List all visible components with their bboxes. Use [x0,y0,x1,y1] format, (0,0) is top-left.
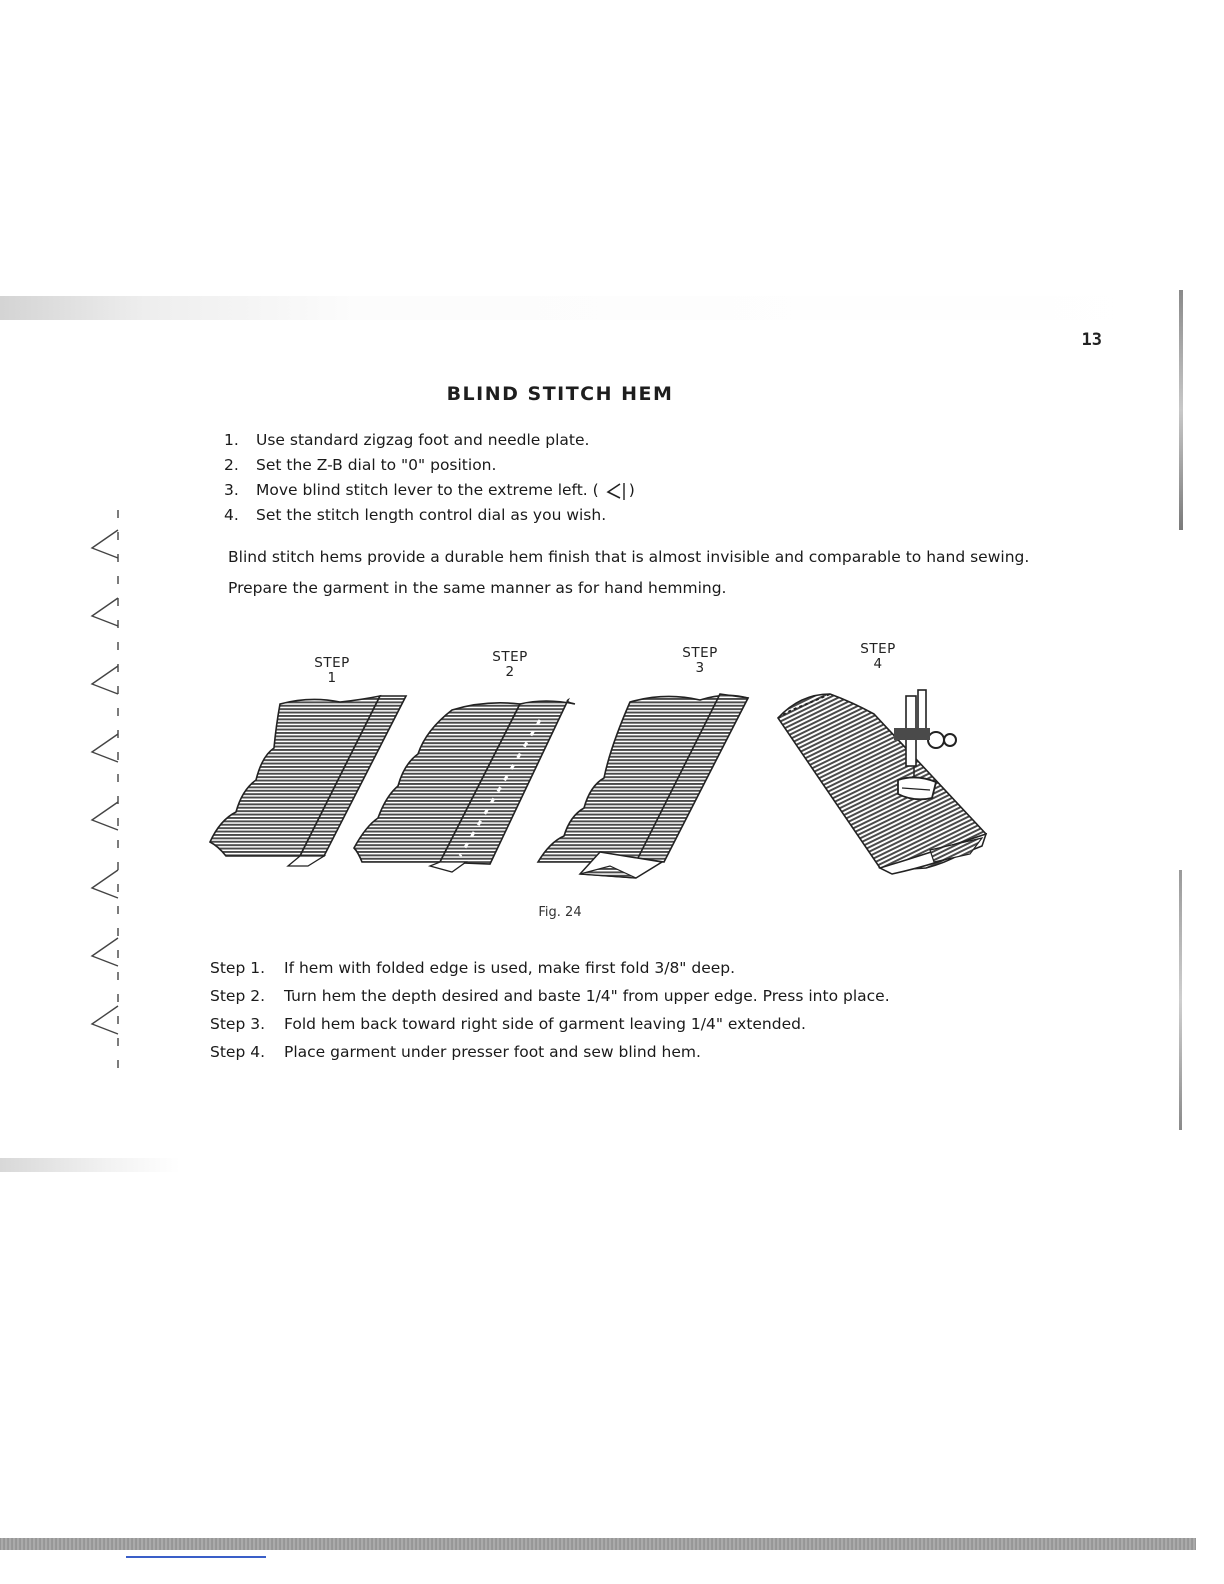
settings-item-text: Set the Z-B dial to "0" position. [256,456,497,474]
step-instruction [210,1010,970,1038]
step-instructions-list [210,954,970,1066]
step-instruction [210,1038,970,1066]
step-instruction-label: Step 1. [210,959,266,977]
step-instruction [210,982,970,1010]
settings-item [224,478,864,503]
step-word: STEP [682,645,718,661]
step-instruction [210,954,970,982]
intro-paragraph: Blind stitch hems provide a durable hem finish that is almost invisible and comparable to hand sewing. [228,548,1030,566]
step-number: 3 [695,660,705,676]
figure-caption: Fig. 24 [538,905,582,920]
step-word: STEP [492,649,528,665]
page-number: 13 [1081,330,1102,350]
step-instruction-text: Place garment under presser foot and sew blind hem. [284,1043,701,1061]
prepare-paragraph: Prepare the garment in the same manner as for hand hemming. [228,579,727,597]
step-number: 1 [327,670,337,686]
settings-item-number: 3. [224,481,239,499]
settings-item-text: Use standard zigzag foot and needle plate. [256,431,590,449]
step-word: STEP [314,655,350,671]
margin-stitch-marks [84,500,144,1080]
fabric-illustrations [190,630,1000,890]
settings-item [224,453,864,478]
step-instruction-text: Fold hem back toward right side of garment leaving 1/4" extended. [284,1015,806,1033]
step-instruction-text: Turn hem the depth desired and baste 1/4" from upper edge. Press into place. [284,987,890,1005]
settings-item-suffix: ) [628,481,635,499]
settings-list [224,428,864,528]
settings-item-number: 1. [224,431,239,449]
settings-item-text: Set the stitch length control dial as you wish. [256,506,607,524]
blind-stitch-symbol-icon [603,481,629,501]
settings-item-number: 4. [224,506,239,524]
folded-back-fabric-icon [538,694,748,878]
settings-item [224,503,864,528]
step-number: 2 [505,664,515,680]
scan-band-bottom [0,1538,1196,1550]
page-edge-lower [1179,870,1182,1130]
sewing-machine-foot-icon [778,690,986,874]
step-instruction-label: Step 3. [210,1015,266,1033]
settings-item-text: Move blind stitch lever to the extreme left. ( [256,481,599,499]
settings-item [224,428,864,453]
scan-edge-line [126,1556,266,1558]
blind-stitch-figure [190,630,1000,890]
step-instruction-label: Step 2. [210,987,266,1005]
step-instruction-text: If hem with folded edge is used, make first fold 3/8" deep. [284,959,736,977]
step-number: 4 [873,656,883,672]
scan-band-top [0,296,1180,320]
page-edge-upper [1179,290,1183,530]
step-word: STEP [860,641,896,657]
step-instruction-label: Step 4. [210,1043,266,1061]
page-title: BLIND STITCH HEM [446,383,674,405]
scan-band-middle [0,1158,180,1172]
settings-item-number: 2. [224,456,239,474]
